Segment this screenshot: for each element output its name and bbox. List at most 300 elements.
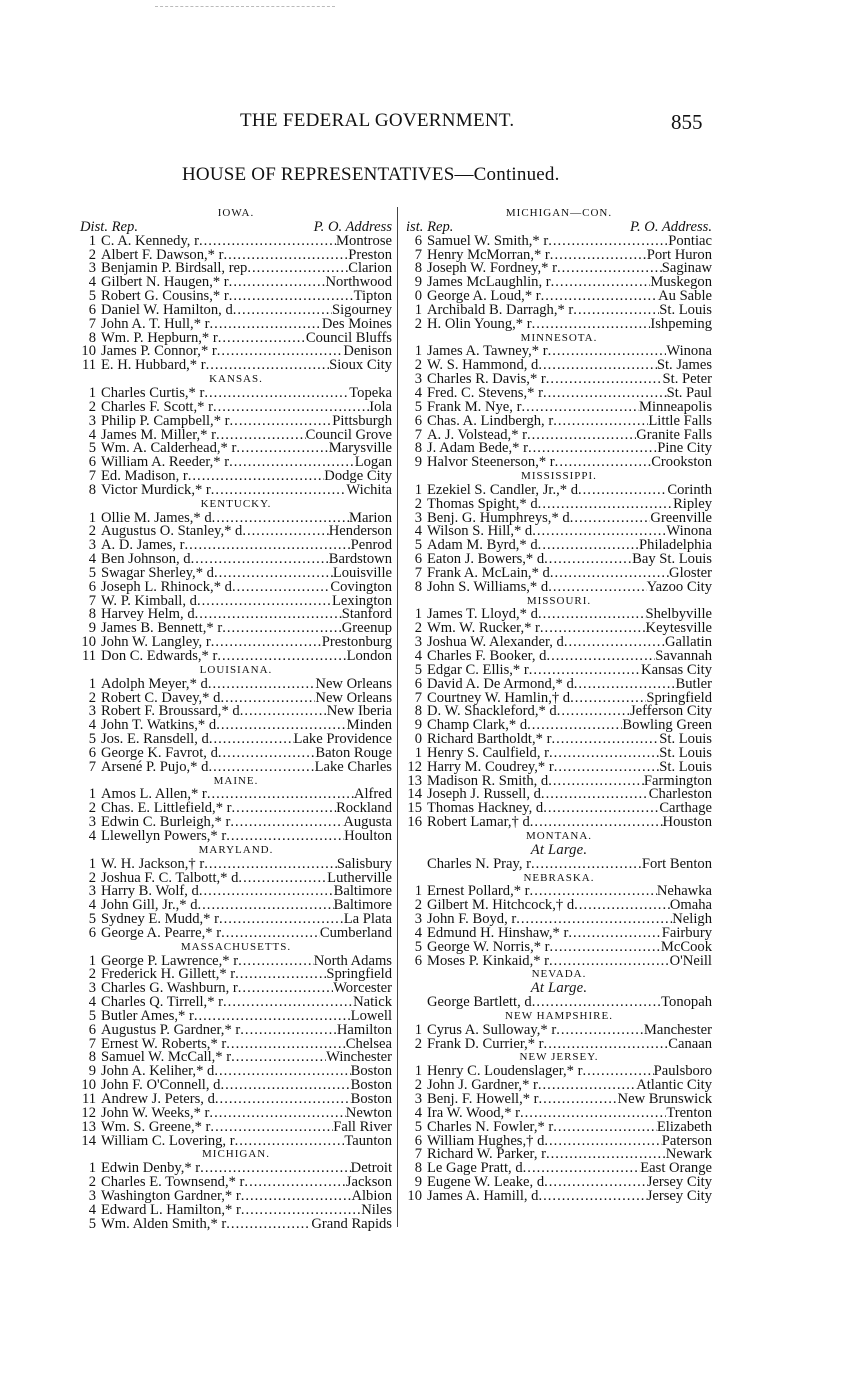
representative-name: Henry S. Caulfield, r [427,744,549,761]
dot-leader [223,996,353,1010]
district-number: 6 [414,551,422,568]
district-number: 10 [81,1077,96,1094]
representative-name: William C. Lovering, r [101,1132,235,1149]
state-heading: MINNESOTA. [520,331,598,344]
dot-leader [208,678,316,692]
dot-leader [538,1190,646,1204]
district-number: 6 [414,952,422,969]
district-number: 6 [414,675,422,692]
representative-name: Richard Bartholdt,* r [427,731,552,748]
district-number: 6 [88,744,96,761]
post-office-address: Yazoo City [646,578,712,595]
post-office-address: Marion [349,509,392,526]
dot-leader [197,595,332,609]
representative-name: Archibald B. Darragh,* r [427,301,574,318]
district-number: 8 [414,1160,422,1177]
post-office-address: Jersey City [646,1174,712,1191]
representative-name: Augustus P. Gardner,* r [101,1021,241,1038]
post-office-address: Baltimore [333,883,392,900]
post-office-address: East Orange [640,1160,712,1177]
post-office-address: Corinth [667,481,712,498]
district-number: 10 [81,343,96,360]
district-number: 5 [414,1118,422,1135]
representative-name: W. P. Kimball, d [101,592,197,609]
representative-row [406,456,712,470]
representative-name: Joshua W. Alexander, d [427,634,564,651]
post-office-address: Natick [353,994,392,1011]
post-office-address: Canaan [668,1035,712,1052]
post-office-address: Fort Benton [641,855,712,872]
post-office-address: Dodge City [324,468,392,485]
representative-name: Ollie M. James,* d [101,509,212,526]
post-office-address: Elizabeth [656,1118,712,1135]
post-office-address: Winchester [326,1049,392,1066]
representative-name: James A. Hamill, d [427,1187,539,1204]
representative-name: Madison R. Smith, d [427,772,549,789]
dot-leader [232,802,337,816]
state-heading: MICHIGAN—CON. [505,207,613,219]
dot-leader [574,899,670,913]
district-number: 9 [414,717,422,734]
district-number: 0 [414,731,422,748]
post-office-address: St. Louis [659,758,712,775]
representative-name: Charles N. Pray, r [427,855,532,872]
district-number: 6 [88,454,96,471]
representative-name: D. W. Shackleford,* d [427,703,557,720]
post-office-address: Carthage [659,800,712,817]
representative-name: Robert C. Davey,* d [101,689,221,706]
representative-name: Wm. A. Calderhead,* r [101,440,237,457]
district-number: 3 [414,911,422,928]
district-number: 9 [88,1063,96,1080]
representative-name: Albert F. Dawson,* r [101,246,224,263]
district-number: 3 [414,634,422,651]
dot-leader [538,359,657,373]
district-number: 4 [88,994,96,1011]
post-office-address: Covington [330,578,392,595]
post-office-address: Bardstown [328,551,392,568]
district-number: 10 [81,634,96,651]
representative-row [406,315,712,332]
representative-name: Moses P. Kinkaid,* r [427,952,550,969]
representative-name: Cyrus A. Sulloway,* r [427,1021,557,1038]
representative-name: Samuel W. Smith,* r [427,232,549,249]
district-number: 4 [88,274,96,291]
dot-leader [218,747,316,761]
representative-name: George W. Norris,* r [427,938,550,955]
post-office-address: Savannah [655,648,712,664]
post-office-address: Baton Rouge [315,744,392,761]
state-heading: KENTUCKY. [200,497,272,510]
representative-name: Gilbert N. Haugen,* r [101,274,229,291]
district-number: 3 [88,980,96,997]
district-number: 4 [88,1201,96,1218]
dot-leader [217,345,344,359]
dot-leader [557,705,630,719]
representative-name: Ezekiel S. Candler, Jr.,* d [427,481,578,498]
district-number: 2 [88,1174,96,1191]
dot-leader [211,484,347,498]
district-number: 1 [414,343,422,360]
post-office-address: Newark [665,1146,712,1163]
representative-name: A. D. James, r [101,537,185,554]
post-office-address: Boston [350,1063,392,1080]
representative-name: Robert F. Broussard,* d [101,703,240,720]
post-office-address: Pittsburgh [332,412,392,429]
dot-leader [564,636,665,650]
representative-name: Edwin C. Burleigh,* r [101,814,231,831]
district-number: 6 [88,301,96,318]
post-office-address: New Orleans [315,675,392,692]
representative-name: Ernest W. Roberts,* r [101,1035,227,1052]
post-office-address: Newton [345,1104,392,1121]
post-office-address: Bay St. Louis [632,551,712,568]
post-office-address: Tonopah [661,994,712,1011]
post-office-address: Northwood [325,274,392,291]
post-office-address: Omaha [669,897,712,914]
district-number: 9 [414,454,422,471]
post-office-address: Rockland [336,800,392,817]
representative-name: Wm. P. Hepburn,* r [101,329,218,346]
representative-name: Llewellyn Powers,* r [101,827,227,844]
post-office-address: Nehawka [656,883,712,900]
representative-name: Jos. E. Ransdell, d [101,731,209,748]
representative-name: Charles Curtis,* r [101,384,205,401]
representative-name: George P. Lawrence,* r [101,952,239,969]
district-number: 7 [414,564,422,581]
post-office-address: Council Grove [305,426,392,443]
post-office-address: St. Paul [666,384,712,401]
dot-leader [573,304,659,318]
dot-leader [538,539,639,553]
representative-name: W. H. Jackson,† r [101,855,205,872]
post-office-address: Lowell [350,1007,392,1024]
dot-leader [235,968,326,982]
post-office-address: St. Louis [659,731,712,748]
representative-name: William A. Reeder,* r [101,454,230,471]
dot-leader [527,429,636,443]
representative-name: Charles R. Davis,* r [427,371,546,388]
dot-leader [549,747,659,761]
post-office-address: Paterson [661,1132,712,1149]
post-office-address: Boston [350,1091,392,1107]
right-column [406,207,712,1204]
district-number: 3 [88,883,96,900]
district-number: 6 [88,578,96,595]
state-heading: IOWA. [217,207,255,219]
district-number: 4 [88,551,96,568]
dot-leader [215,1093,351,1107]
representative-name: Benjamin P. Birdsall, rep [101,260,248,277]
representative-name: George A. Pearre,* r [101,924,222,941]
post-office-address: Clarion [348,260,392,277]
dot-leader [532,996,661,1010]
representative-name: Andrew J. Peters, d [101,1091,215,1107]
district-number: 3 [88,703,96,720]
district-number: 2 [414,620,422,637]
column-divider [397,207,398,1227]
state-heading: MISSISSIPPI. [521,470,597,483]
dot-leader [209,733,294,747]
representative-row [80,1132,392,1149]
top-rule [155,6,335,7]
post-office-address: Fairbury [661,924,712,941]
post-office-address: Little Falls [648,412,712,429]
post-office-address: Worcester [333,980,392,997]
district-number: 1 [414,606,422,623]
state-heading: KANSAS. [209,373,263,386]
district-number: 11 [81,357,96,374]
district-number: 8 [88,481,96,498]
district-number: 8 [414,440,422,457]
dot-leader [235,1135,345,1149]
dot-leader [240,705,327,719]
post-office-address: Greenup [341,620,392,637]
representative-name: Thomas Hackney, d [427,800,544,817]
post-office-address: Augusta [343,814,392,831]
post-office-address: Taunton [344,1132,392,1149]
running-head: THE FEDERAL GOVERNMENT. [240,110,515,131]
post-office-address: Hamilton [336,1021,392,1038]
representative-name: J. Adam Bede,* r [427,440,528,457]
post-office-address: Iola [369,398,392,415]
representative-name: John F. O'Connell, d [101,1077,221,1094]
representative-name: James A. Tawney,* r [427,343,548,360]
district-number: 5 [88,288,96,305]
post-office-address: London [346,648,392,664]
representative-name: Philip P. Campbell,* r [101,412,230,429]
representative-name: Wilson S. Hill,* d [427,523,533,540]
dot-leader [238,955,314,969]
representative-name: Wm. S. Greene,* r [101,1118,211,1135]
dot-leader [240,1024,337,1038]
representative-name: Eaton J. Bowers,* d [427,551,545,568]
post-office-address: Houston [662,814,712,831]
dot-leader [220,1079,350,1093]
post-office-address: Bowling Green [622,717,712,734]
representative-name: John A. Keliher,* d [101,1063,215,1080]
dot-leader [544,1176,647,1190]
representative-row [80,1215,392,1232]
district-number: 11 [81,648,96,664]
representative-name: John S. Williams,* d [427,578,549,595]
representative-name: Charles Q. Tirrell,* r [101,994,224,1011]
district-number: 0 [414,288,422,305]
post-office-address: Baltimore [333,897,392,914]
dot-leader [546,373,663,387]
post-office-address: Marysville [328,440,392,457]
post-office-address: McCook [660,938,712,955]
post-office-address: Charleston [648,786,712,803]
post-office-address: Sigourney [332,301,392,318]
post-office-address: Louisville [332,564,392,581]
district-number: 7 [414,689,422,706]
post-office-address: Gloster [669,564,712,581]
representative-name: John W. Langley, r [101,634,211,651]
post-office-address: Logan [354,454,392,471]
district-number: 5 [88,440,96,457]
district-number: 1 [88,675,96,692]
representative-name: George K. Favrot, d [101,744,218,761]
post-office-address: Montrose [336,232,392,249]
district-number: 3 [414,371,422,388]
dot-leader [230,816,343,830]
representative-name: John F. Boyd, r [427,911,517,928]
representative-name: James T. Lloyd,* d [427,606,538,623]
post-office-address: Keytesville [645,620,712,637]
dot-leader [548,345,667,359]
post-office-address: Manchester [643,1021,712,1038]
dist-header: ist. [406,218,424,235]
at-large-heading: At Large. [530,980,588,997]
post-office-address: Lake Charles [314,758,392,775]
representative-name: Victor Murdick,* r [101,481,211,498]
representative-row [406,855,712,872]
state-heading: MAINE. [213,774,259,787]
post-office-address: Albion [351,1187,392,1204]
dot-leader [199,885,334,899]
dot-leader [541,788,649,802]
representative-name: Edwin Denby,* r [101,1160,201,1177]
rep-header: Rep. [427,218,454,235]
representative-row [80,924,392,941]
post-office-address: Penrod [350,537,392,554]
district-number: 2 [88,523,96,540]
dot-leader [226,1218,311,1232]
representative-name: A. J. Volstead,* r [427,426,527,443]
representative-name: C. A. Kennedy, r [101,232,199,249]
post-office-address: Minden [346,717,392,734]
district-number: 7 [88,758,96,775]
post-office-address: St. Peter [662,371,712,388]
state-heading: NEW HAMPSHIRE. [505,1009,613,1022]
post-office-address: Philadelphia [639,537,712,554]
representative-name: Adolph Meyer,* d [101,675,208,692]
district-number: 7 [414,426,422,443]
district-number: 4 [414,384,422,401]
post-office-address: Port Huron [646,246,712,263]
post-office-address: Topeka [349,384,392,401]
dot-leader [236,442,328,456]
representative-name: George Bartlett, d [427,994,532,1011]
district-number: 12 [407,758,422,775]
district-number: 3 [414,1091,422,1107]
state-heading: NEVADA. [531,968,587,981]
representative-row [80,758,392,775]
district-number: 12 [81,1104,96,1121]
representative-name: Robert Lamar,† d [427,814,530,831]
section-title: HOUSE OF REPRESENTATIVES—Continued. [182,164,560,185]
district-number: 1 [414,1021,422,1038]
post-office-address: Niles [361,1201,392,1218]
representative-name: Benj. G. Humphreys,* d [427,509,570,526]
dot-leader [217,650,346,664]
dot-leader [210,318,322,332]
district-number: 5 [88,564,96,581]
state-heading: MICHIGAN. [202,1148,270,1161]
address-header: P. O. Address [313,218,392,235]
at-large-heading: At Large. [530,841,588,858]
district-number: 4 [414,648,422,664]
representative-name: Edgar C. Ellis,* r [427,661,529,678]
district-number: 6 [88,1021,96,1038]
district-number: 1 [88,786,96,803]
representative-row [80,827,392,844]
representative-name: Ben Johnson, d [101,551,191,568]
post-office-address: Springfield [646,689,712,706]
dot-leader [185,539,351,553]
post-office-address: Gallatin [664,634,712,651]
state-heading: NEW JERSEY. [519,1051,599,1064]
district-number: 5 [414,398,422,415]
dot-leader [539,1093,618,1107]
post-office-address: Jefferson City [629,703,712,720]
district-number: 3 [414,509,422,526]
representative-name: Chas. E. Littlefield,* r [101,800,232,817]
post-office-address: Stanford [341,606,392,623]
state-heading: MARYLAND. [198,843,274,856]
dot-leader [218,332,306,346]
district-number: 11 [81,1091,96,1107]
representative-name: Fred. C. Stevens,* r [427,384,543,401]
post-office-address: Jackson [345,1174,392,1191]
representative-row [406,1035,712,1052]
district-number: 4 [88,897,96,914]
district-number: 5 [414,661,422,678]
representative-name: Joseph L. Rhinock,* d [101,578,232,595]
representative-name: Courtney W. Hamlin,† d [427,689,571,706]
district-number: 4 [88,426,96,443]
district-number: 4 [414,924,422,941]
district-number: 1 [414,301,422,318]
representative-name: Washington Gardner,* r [101,1187,241,1204]
district-number: 2 [88,966,96,983]
representative-row [406,578,712,595]
representative-name: Frank D. Currier,* r [427,1035,544,1052]
post-office-address: Trenton [666,1104,712,1121]
state-heading: LOUISIANA. [199,663,273,676]
post-office-address: Detroit [350,1160,392,1177]
post-office-address: Lexington [332,592,392,609]
representative-name: H. Olin Young,* r [427,315,532,332]
dot-leader [548,581,646,595]
representative-name: Daniel W. Hamilton, d [101,301,233,318]
post-office-address: Des Moines [321,315,392,332]
post-office-address: Tipton [353,288,392,305]
dot-leader [578,484,667,498]
post-office-address: Boston [350,1077,392,1094]
post-office-address: Chelsea [345,1035,392,1052]
district-number: 2 [414,1035,422,1052]
dot-leader [570,512,651,526]
post-office-address: O'Neill [669,952,712,969]
dot-leader [204,387,349,401]
post-office-address: Grand Rapids [311,1215,392,1232]
district-number: 2 [414,315,422,332]
dot-leader [544,553,632,567]
representative-name: Halvor Steenerson,* r [427,454,555,471]
dot-leader [530,816,663,830]
representative-name: Ed. Madison, r [101,468,188,485]
state-heading: MONTANA. [525,829,593,842]
district-number: 1 [414,883,422,900]
representative-name: Eugene W. Leake, d [427,1174,545,1191]
post-office-address: New Orleans [315,689,392,706]
dot-leader [538,608,646,622]
post-office-address: Minneapolis [639,398,712,415]
post-office-address: Sioux City [329,357,392,374]
dot-leader [555,456,652,470]
